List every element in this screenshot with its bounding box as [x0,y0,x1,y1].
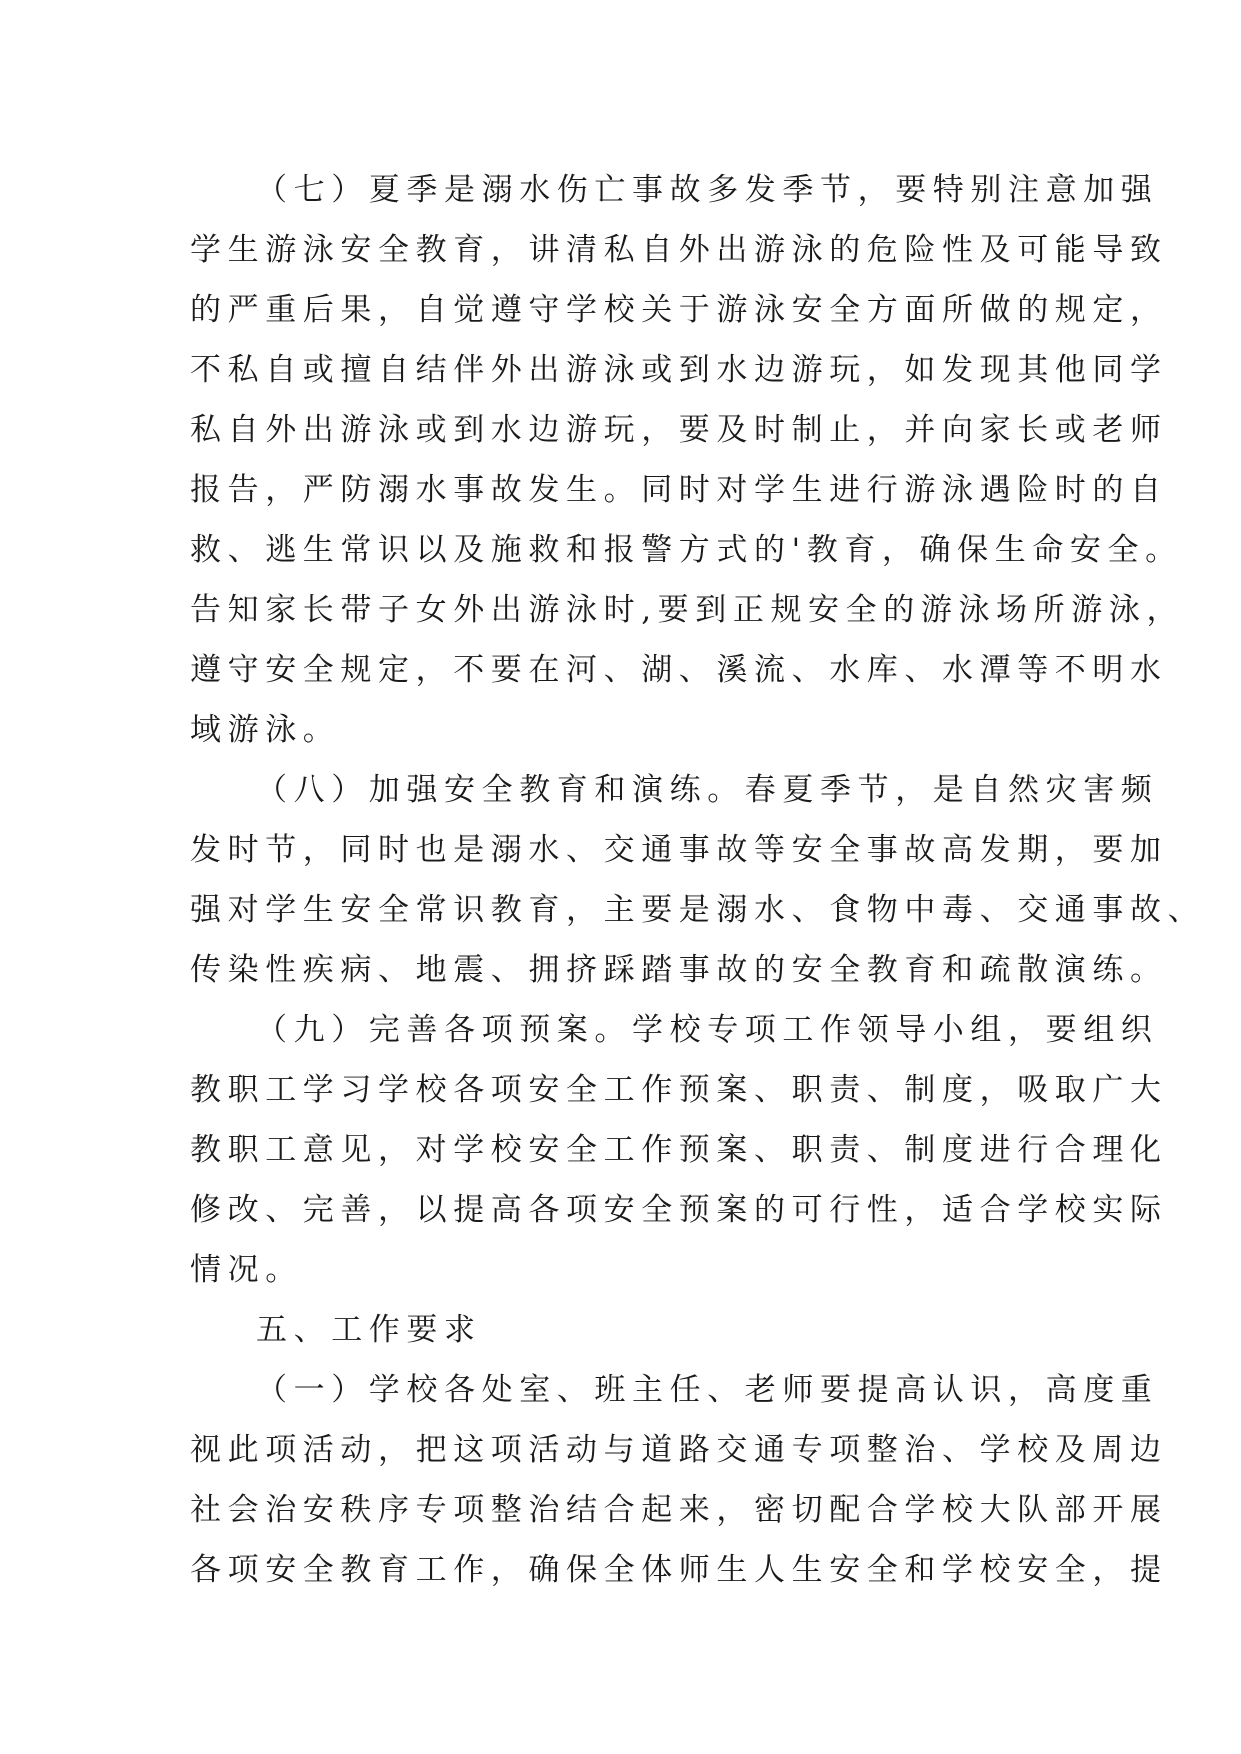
text-line: 视此项活动，把这项活动与道路交通专项整治、学校及周边 [190,1432,1168,1468]
text-line: 救、逃生常识以及施救和报警方式的'教育，确保生命安全。 [190,532,1183,568]
text-line: （八）加强安全教育和演练。春夏季节，是自然灾害频 [256,772,1159,808]
text-line: 各项安全教育工作，确保全体师生人生安全和学校安全，提 [190,1552,1168,1588]
paragraph-item-5-1 [190,1360,1168,1600]
paragraph-item-9 [190,1000,1168,1300]
text-line: 传染性疾病、地震、拥挤踩踏事故的安全教育和疏散演练。 [190,952,1168,988]
text-line: 域游泳。 [190,712,341,748]
text-line: 社会治安秩序专项整治结合起来，密切配合学校大队部开展 [190,1492,1168,1528]
text-line: 教职工学习学校各项安全工作预案、职责、制度，吸取广大 [190,1072,1168,1108]
text-line: 告知家长带子女外出游泳时,要到正规安全的游泳场所游泳， [190,592,1185,628]
paragraph-item-7 [190,160,1185,760]
text-line: （七）夏季是溺水伤亡事故多发季节，要特别注意加强 [256,172,1159,208]
text-line: 情况。 [190,1252,303,1288]
text-line: 私自外出游泳或到水边游玩，要及时制止，并向家长或老师 [190,412,1168,448]
text-line: 发时节，同时也是溺水、交通事故等安全事故高发期，要加 [190,832,1168,868]
text-line: 修改、完善，以提高各项安全预案的可行性，适合学校实际 [190,1192,1168,1228]
text-line: 学生游泳安全教育，讲清私自外出游泳的危险性及可能导致 [190,232,1168,268]
document-body [190,160,1206,1600]
text-line: （一）学校各处室、班主任、老师要提高认识，高度重 [256,1372,1159,1408]
text-line: 遵守安全规定，不要在河、湖、溪流、水库、水潭等不明水 [190,652,1168,688]
text-line: 报告，严防溺水事故发生。同时对学生进行游泳遇险时的自 [190,472,1168,508]
section-heading-text: 五、工作要求 [256,1312,482,1348]
section-heading [190,1300,1070,1360]
text-line: 的严重后果，自觉遵守学校关于游泳安全方面所做的规定， [190,292,1168,328]
text-line: 教职工意见，对学校安全工作预案、职责、制度进行合理化 [190,1132,1168,1168]
text-line: 不私自或擅自结伴外出游泳或到水边游玩，如发现其他同学 [190,352,1168,388]
text-line: 强对学生安全常识教育，主要是溺水、食物中毒、交通事故、 [190,892,1206,928]
text-line: （九）完善各项预案。学校专项工作领导小组，要组织 [256,1012,1159,1048]
paragraph-item-8 [190,760,1206,1000]
